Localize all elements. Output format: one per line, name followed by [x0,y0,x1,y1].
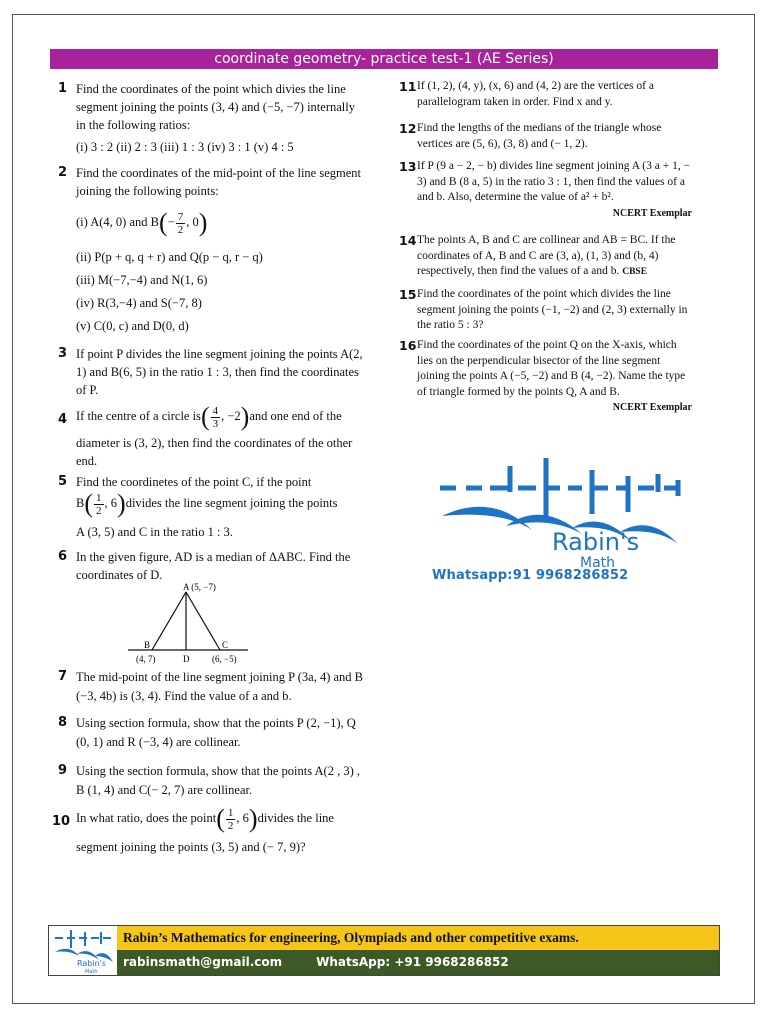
question-2-part-4: (iv) R(3,−4) and S(−7, 8) [76,296,202,310]
footer [48,925,720,976]
question-5-text-3: A (3, 5) and C in the ratio 1 : 3. [76,525,233,539]
question-7: 7 The mid-point of the line segment joining P (3a, 4) and B (−3, 4b) is (3, 4). Find the value of a and b. [76,668,366,706]
footer-whatsapp[interactable]: WhatsApp: +91 9968286852 [316,955,509,969]
logo-name-line-2: Math [580,555,616,571]
footer-logo-line-1: Rabin's [77,959,107,968]
cbse-tag: CBSE [622,267,648,277]
question-15-text: Find the coordinates of the point which divides the line segment joining the points (−1, −2) and (2, 3) externally in the ratio 5 : 3? [417,288,688,331]
fraction: $\frac{1}{2}$ [227,806,234,832]
question-1: 1 Find the coordinates of the point which divies the line segment joining the points (3, 4) and (−5, −7) internally in the following ratios: (i) 3 : 2 (ii) 2 : 3 (iii) 1 : 3 (iv) 3 : 1 (v) 4 : 5 [76,80,366,156]
vertex-c-label: C [222,640,229,650]
question-10-text: segment joining the points (3, 5) and (− 7, 9)? [76,840,306,854]
question-8: 8 Using section formula, show that the points P (2, −1), Q (0, 1) and R (−3, 4) are collinear. [76,714,366,752]
fraction: $\frac{7}{2}$ [177,210,184,236]
question-2-part-5: (v) C(0, c) and D(0, d) [76,319,189,333]
question-6: 6 In the given figure, AD is a median of ΔABC. Find the coordinates of D. [76,548,366,584]
question-2-text: Find the coordinates of the mid-point of the line segment joining the following points: [76,166,362,198]
fraction: $\frac{1}{2}$ [96,491,102,517]
footer-contact [117,950,719,975]
footer-email[interactable]: rabinsmath@gmail.com [123,955,283,969]
question-4-line-1: If the centre of a circle is( $\frac{4}{3}$ , −2)and one end of the [76,402,342,431]
logo-name-line-1: Rabin's [552,528,640,556]
question-16: 16 Find the coordinates of the point Q on the X-axis, which lies on the perpendicular bisector of the line segment joining the points A (−5, −2) and B (4, −2). Name the type of triangle formed by the points Q, A and B. NCERT Exemplar [417,338,692,416]
question-1-text: Find the coordinates of the point which divies the line segment joining the points (3, 4) and (−5, −7) internally in the following ratios: [76,82,355,132]
question-14-text: The points A, B and C are collinear and AB = BC. If the coordinates of A, B and C are (3, a), (1, 3) and (b, 4) respectively, then find the values of a and b. CBSE [417,234,676,277]
footer-logo-line-2: Math [85,969,98,975]
question-2-part-2: (ii) P(p + q, q + r) and Q(p − q, r − q) [76,250,263,264]
triangle-figure [128,580,248,668]
question-5-line-2: B( $\frac{1}{2}$ , 6)divides the line segment joining the points [76,489,338,518]
vertex-a-label: A (5, −7) [183,582,216,592]
vertex-b-coords: (4, 7) [136,654,156,664]
question-15: 15 Find the coordinates of the point which divides the line segment joining the points (−1, −2) and (2, 3) externally in the ratio 5 : 3? [417,287,692,334]
question-5-text: Find the coordinetes of the point C, if the point [76,475,312,489]
question-13-text: If P (9 a − 2, − b) divides line segment joining A (3 a + 1, − 3) and B (8 a, 5) in the ratio 3 : 1, then find the values of a and b. Also, determine the value of a² + b². NCERT Exemplar [417,159,692,206]
question-3: 3 If point P divides the line segment joining the points A(2, 1) and B(6, 5) in the ratio 1 : 3, then find the coordinates of P. [76,345,366,399]
fraction: $\frac{4}{3}$ [212,404,219,430]
question-3-text: If point P divides the line segment joining the points A(2, 1) and B(6, 5) in the ratio 1 : 3, then find the coordinates of P. [76,347,363,397]
question-11-text: If (1, 2), (4, y), (x, 6) and (4, 2) are the vertices of a parallelogram taken in order. Find x and y. [417,80,654,108]
point-d-label: D [183,654,190,664]
page-title: coordinate geometry- practice test-1 (AE Series) [50,49,718,69]
footer-tagline: Rabin’s Mathematics for engineering, Olympiads and other competitive exams. [117,926,719,950]
question-11: 11 If (1, 2), (4, y), (x, 6) and (4, 2) are the vertices of a parallelogram taken in order. Find x and y. [417,79,692,110]
rabins-math-logo [432,452,682,586]
vertex-b-label: B [144,640,151,650]
footer-logo [49,926,117,975]
question-1-parts: (i) 3 : 2 (ii) 2 : 3 (iii) 1 : 3 (iv) 3 : 1 (v) 4 : 5 [76,140,294,154]
question-12: 12 Find the lengths of the medians of the triangle whose vertices are (5, 6), (3, 8) and (− 1, 2). [417,121,692,152]
question-6-text: In the given figure, AD is a median of ΔABC. Find the coordinates of D. [76,550,351,582]
question-4: 4 If the centre of a circle is( $\frac{4}{3}$ , −2)and one end of the diameter is (3, 2), then find the coordinates of the other end. [76,404,366,470]
question-9: 9 Using the section formula, show that the points A(2 , 3) , B (1, 4) and C(− 2, 7) are collinear. [76,762,366,800]
question-10-line-1: In what ratio, does the point( $\frac{1}{2}$ , 6)divides the line [76,804,334,833]
question-2-part-1: (i) A(4, 0) and B(− $\frac{7}{2}$ , 0) [76,208,208,237]
question-5: 5 Find the coordinetes of the point C, if the point B( $\frac{1}{2}$ , 6)divides the line segment joining the points A (3, 5) and C in the ratio 1 : 3. [76,473,366,541]
ncert-exemplar-tag: NCERT Exemplar [612,207,692,219]
vertex-c-coords: (6, −5) [212,654,237,664]
question-4-text: diameter is (3, 2), then find the coordinates of the other end. [76,436,353,468]
question-7-text: The mid-point of the line segment joining P (3a, 4) and B (−3, 4b) is (3, 4). Find the value of a and b. [76,670,363,703]
question-14: 14 The points A, B and C are collinear and AB = BC. If the coordinates of A, B and C are (3, a), (1, 3) and (b, 4) respectively, then find the values of a and b. CBSE [417,233,692,281]
question-13: 13 If P (9 a − 2, − b) divides line segment joining A (3 a + 1, − 3) and B (8 a, 5) in the ratio 3 : 1, then find the values of a and b. Also, determine the value of a² + b². NCERT Exemplar [417,159,692,221]
question-16-text: Find the coordinates of the point Q on the X-axis, which lies on the perpendicular bisector of the line segment joining the points A (−5, −2) and B (4, −2). Name the type of triangle formed by the points Q, A and B. NCERT Exemplar [417,338,692,400]
question-9-text: Using the section formula, show that the points A(2 , 3) , B (1, 4) and C(− 2, 7) are collinear. [76,764,360,797]
ncert-exemplar-tag: NCERT Exemplar [612,402,692,413]
question-12-text: Find the lengths of the medians of the triangle whose vertices are (5, 6), (3, 8) and (− 1, 2). [417,122,662,150]
logo-whatsapp-number: Whatsapp:91 9968286852 [432,568,629,583]
question-2-part-3: (iii) M(−7,−4) and N(1, 6) [76,273,208,287]
question-2: 2 Find the coordinates of the mid-point of the line segment joining the following points: (i) A(4, 0) and B(− $\frac{7}{2}$ , 0) (ii) P(p + q, q + r) and Q(p − q, r − q) (iii) M(−7,−4) and N(1, 6) (iv) R(3,−4) and S(−7, 8) (v) C(0, c) and D(0, d) [76,164,366,335]
question-8-text: Using section formula, show that the points P (2, −1), Q (0, 1) and R (−3, 4) are collinear. [76,716,356,749]
question-10: 10 In what ratio, does the point( $\frac{1}{2}$ , 6)divides the line segment joining the points (3, 5) and (− 7, 9)? [76,806,366,856]
